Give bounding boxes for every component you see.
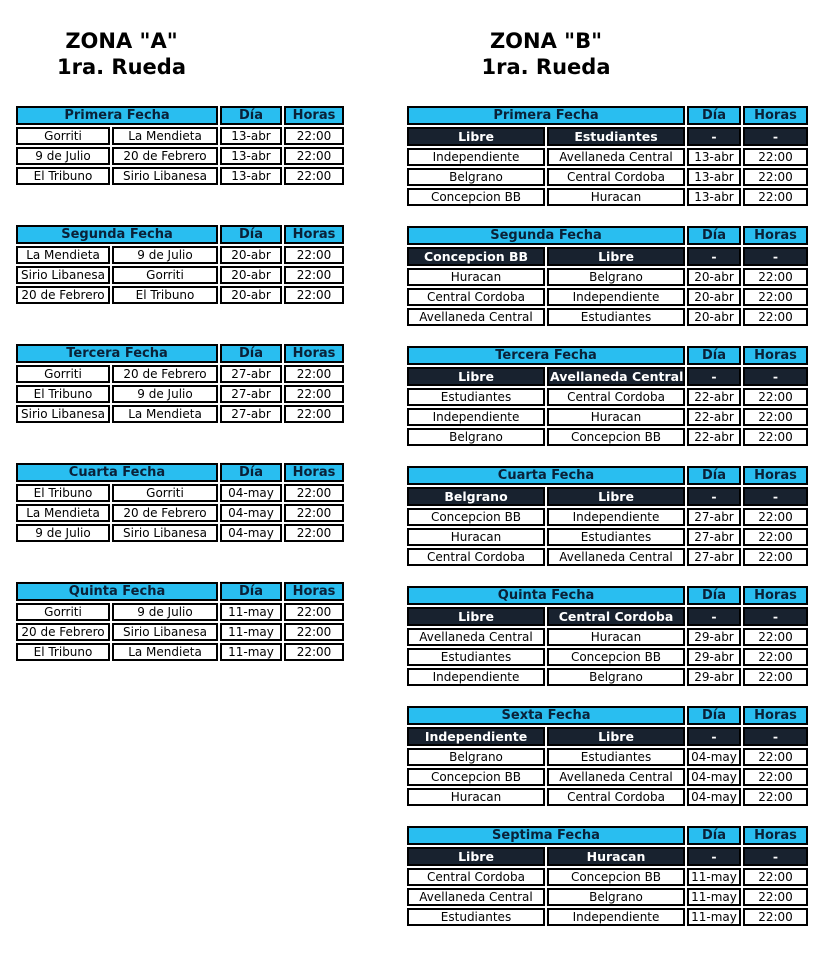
match-row <box>407 288 808 306</box>
home-team-cell: Avellaneda Central <box>407 308 545 326</box>
horas-header-cell: Horas <box>743 706 808 725</box>
home-team-cell: Gorriti <box>16 603 110 621</box>
match-row <box>407 428 808 446</box>
time-cell: 22:00 <box>284 167 344 185</box>
day-cell: 29-abr <box>687 628 741 646</box>
day-cell: 29-abr <box>687 668 741 686</box>
away-team-cell: Avellaneda Central <box>547 148 685 166</box>
day-cell: - <box>687 247 741 266</box>
time-cell: 22:00 <box>743 768 808 786</box>
home-team-cell: Concepcion BB <box>407 508 545 526</box>
day-cell: 04-may <box>687 768 741 786</box>
horas-header-cell: Horas <box>284 344 344 363</box>
day-cell: - <box>687 367 741 386</box>
day-cell: 27-abr <box>687 548 741 566</box>
home-team-cell: Gorriti <box>16 127 110 145</box>
match-row <box>407 788 808 806</box>
home-team-cell: Avellaneda Central <box>407 628 545 646</box>
day-cell: 27-abr <box>220 365 282 383</box>
away-team-cell: Gorriti <box>112 266 218 284</box>
time-cell: - <box>743 607 808 626</box>
day-cell: 13-abr <box>687 188 741 206</box>
home-team-cell: Estudiantes <box>407 388 545 406</box>
time-cell: 22:00 <box>284 266 344 284</box>
home-team-cell: Sirio Libanesa <box>16 266 110 284</box>
time-cell: 22:00 <box>284 524 344 542</box>
fecha-title-cell: Quinta Fecha <box>16 582 218 601</box>
match-row <box>16 603 344 621</box>
time-cell: 22:00 <box>284 623 344 641</box>
match-row <box>16 147 344 165</box>
away-team-cell: Estudiantes <box>547 748 685 766</box>
match-row <box>407 548 808 566</box>
time-cell: 22:00 <box>743 268 808 286</box>
time-cell: - <box>743 487 808 506</box>
match-row <box>407 727 808 746</box>
time-cell: 22:00 <box>284 603 344 621</box>
time-cell: - <box>743 247 808 266</box>
day-cell: 04-may <box>220 524 282 542</box>
day-cell: 11-may <box>687 908 741 926</box>
match-row <box>407 847 808 866</box>
day-cell: 20-abr <box>687 268 741 286</box>
fecha-header-row <box>16 106 344 125</box>
home-team-cell: Independiente <box>407 148 545 166</box>
day-cell: 13-abr <box>687 148 741 166</box>
home-team-cell: Libre <box>407 127 545 146</box>
time-cell: 22:00 <box>743 648 808 666</box>
match-row <box>407 388 808 406</box>
day-cell: - <box>687 127 741 146</box>
away-team-cell: Independiente <box>547 288 685 306</box>
away-team-cell: Libre <box>547 727 685 746</box>
day-cell: - <box>687 607 741 626</box>
day-cell: 27-abr <box>687 528 741 546</box>
match-row <box>407 908 808 926</box>
time-cell: 22:00 <box>743 888 808 906</box>
time-cell: 22:00 <box>743 188 808 206</box>
horas-header-cell: Horas <box>743 226 808 245</box>
fixture-table <box>405 824 810 928</box>
day-cell: 04-may <box>220 504 282 522</box>
away-team-cell: 9 de Julio <box>112 246 218 264</box>
away-team-cell: 20 de Febrero <box>112 365 218 383</box>
match-row <box>16 286 344 304</box>
match-row <box>407 668 808 686</box>
away-team-cell: 9 de Julio <box>112 385 218 403</box>
fixture-table <box>405 464 810 568</box>
away-team-cell: La Mendieta <box>112 643 218 661</box>
match-row <box>16 246 344 264</box>
zone-a-tables <box>14 104 346 699</box>
time-cell: 22:00 <box>743 508 808 526</box>
time-cell: 22:00 <box>743 408 808 426</box>
time-cell: 22:00 <box>743 748 808 766</box>
dia-header-cell: Día <box>687 346 741 365</box>
fecha-title-cell: Sexta Fecha <box>407 706 685 725</box>
dia-header-cell: Día <box>687 106 741 125</box>
time-cell: 22:00 <box>284 246 344 264</box>
match-row <box>16 623 344 641</box>
fecha-header-row <box>407 346 808 365</box>
fixture-table <box>14 580 346 663</box>
away-team-cell: La Mendieta <box>112 405 218 423</box>
time-cell: 22:00 <box>284 643 344 661</box>
home-team-cell: Independiente <box>407 668 545 686</box>
dia-header-cell: Día <box>687 826 741 845</box>
home-team-cell: Belgrano <box>407 428 545 446</box>
zone-b-title-block <box>405 28 687 80</box>
away-team-cell: Independiente <box>547 508 685 526</box>
time-cell: 22:00 <box>284 484 344 502</box>
home-team-cell: Independiente <box>407 727 545 746</box>
day-cell: 27-abr <box>687 508 741 526</box>
day-cell: 27-abr <box>220 405 282 423</box>
fecha-header-row <box>16 225 344 244</box>
away-team-cell: Sirio Libanesa <box>112 167 218 185</box>
home-team-cell: El Tribuno <box>16 167 110 185</box>
away-team-cell: Huracan <box>547 628 685 646</box>
day-cell: 13-abr <box>220 167 282 185</box>
home-team-cell: Huracan <box>407 268 545 286</box>
fecha-title-cell: Segunda Fecha <box>16 225 218 244</box>
time-cell: 22:00 <box>284 127 344 145</box>
day-cell: 27-abr <box>220 385 282 403</box>
away-team-cell: Concepcion BB <box>547 648 685 666</box>
dia-header-cell: Día <box>687 586 741 605</box>
match-row <box>407 607 808 626</box>
time-cell: - <box>743 367 808 386</box>
day-cell: - <box>687 847 741 866</box>
day-cell: 20-abr <box>687 308 741 326</box>
away-team-cell: Concepcion BB <box>547 428 685 446</box>
away-team-cell: Gorriti <box>112 484 218 502</box>
day-cell: 20-abr <box>220 286 282 304</box>
home-team-cell: Central Cordoba <box>407 548 545 566</box>
time-cell: 22:00 <box>743 628 808 646</box>
day-cell: 04-may <box>220 484 282 502</box>
dia-header-cell: Día <box>687 706 741 725</box>
home-team-cell: Concepcion BB <box>407 768 545 786</box>
away-team-cell: Belgrano <box>547 268 685 286</box>
match-row <box>16 524 344 542</box>
day-cell: 13-abr <box>220 147 282 165</box>
time-cell: 22:00 <box>743 528 808 546</box>
time-cell: 22:00 <box>743 868 808 886</box>
match-row <box>407 268 808 286</box>
away-team-cell: Libre <box>547 247 685 266</box>
dia-header-cell: Día <box>220 463 282 482</box>
match-row <box>16 266 344 284</box>
home-team-cell: El Tribuno <box>16 643 110 661</box>
fixture-table <box>405 224 810 328</box>
fecha-header-row <box>16 463 344 482</box>
match-row <box>407 508 808 526</box>
match-row <box>407 487 808 506</box>
zone-subtitle: 1ra. Rueda <box>57 55 186 79</box>
day-cell: 11-may <box>220 603 282 621</box>
away-team-cell: Avellaneda Central <box>547 548 685 566</box>
match-row <box>16 167 344 185</box>
away-team-cell: Avellaneda Central <box>547 768 685 786</box>
dia-header-cell: Día <box>220 106 282 125</box>
home-team-cell: Estudiantes <box>407 908 545 926</box>
time-cell: 22:00 <box>284 147 344 165</box>
horas-header-cell: Horas <box>284 463 344 482</box>
match-row <box>407 188 808 206</box>
horas-header-cell: Horas <box>743 826 808 845</box>
match-row <box>16 484 344 502</box>
day-cell: 20-abr <box>220 266 282 284</box>
away-team-cell: Huracan <box>547 847 685 866</box>
time-cell: 22:00 <box>743 908 808 926</box>
horas-header-cell: Horas <box>743 586 808 605</box>
away-team-cell: Concepcion BB <box>547 868 685 886</box>
dia-header-cell: Día <box>220 225 282 244</box>
day-cell: 20-abr <box>687 288 741 306</box>
day-cell: 20-abr <box>220 246 282 264</box>
fecha-title-cell: Quinta Fecha <box>407 586 685 605</box>
away-team-cell: Central Cordoba <box>547 388 685 406</box>
dia-header-cell: Día <box>687 226 741 245</box>
home-team-cell: Estudiantes <box>407 648 545 666</box>
time-cell: 22:00 <box>284 286 344 304</box>
horas-header-cell: Horas <box>743 106 808 125</box>
home-team-cell: Independiente <box>407 408 545 426</box>
away-team-cell: 20 de Febrero <box>112 504 218 522</box>
fixture-table <box>405 704 810 808</box>
away-team-cell: Huracan <box>547 408 685 426</box>
time-cell: - <box>743 847 808 866</box>
fecha-header-row <box>407 706 808 725</box>
away-team-cell: Estudiantes <box>547 528 685 546</box>
away-team-cell: Sirio Libanesa <box>112 524 218 542</box>
home-team-cell: Huracan <box>407 788 545 806</box>
fecha-header-row <box>407 586 808 605</box>
match-row <box>16 504 344 522</box>
zone-b-tables <box>405 104 810 944</box>
time-cell: 22:00 <box>743 548 808 566</box>
fecha-header-row <box>407 466 808 485</box>
match-row <box>16 643 344 661</box>
zone-title: ZONA "B" <box>489 29 603 53</box>
time-cell: 22:00 <box>743 288 808 306</box>
day-cell: 11-may <box>220 643 282 661</box>
day-cell: 11-may <box>220 623 282 641</box>
fixture-table <box>14 223 346 306</box>
time-cell: 22:00 <box>284 365 344 383</box>
match-row <box>407 868 808 886</box>
time-cell: 22:00 <box>743 788 808 806</box>
fecha-header-row <box>16 344 344 363</box>
fecha-title-cell: Primera Fecha <box>16 106 218 125</box>
away-team-cell: Central Cordoba <box>547 168 685 186</box>
day-cell: 22-abr <box>687 408 741 426</box>
fecha-title-cell: Segunda Fecha <box>407 226 685 245</box>
away-team-cell: El Tribuno <box>112 286 218 304</box>
away-team-cell: Estudiantes <box>547 127 685 146</box>
fecha-header-row <box>407 106 808 125</box>
home-team-cell: Huracan <box>407 528 545 546</box>
fecha-title-cell: Cuarta Fecha <box>407 466 685 485</box>
match-row <box>407 367 808 386</box>
match-row <box>16 365 344 383</box>
away-team-cell: 20 de Febrero <box>112 147 218 165</box>
match-row <box>16 405 344 423</box>
home-team-cell: Avellaneda Central <box>407 888 545 906</box>
day-cell: 22-abr <box>687 388 741 406</box>
day-cell: 11-may <box>687 868 741 886</box>
dia-header-cell: Día <box>220 344 282 363</box>
time-cell: 22:00 <box>743 388 808 406</box>
home-team-cell: La Mendieta <box>16 246 110 264</box>
match-row <box>407 648 808 666</box>
away-team-cell: Huracan <box>547 188 685 206</box>
horas-header-cell: Horas <box>743 466 808 485</box>
away-team-cell: Independiente <box>547 908 685 926</box>
day-cell: - <box>687 727 741 746</box>
time-cell: - <box>743 127 808 146</box>
time-cell: 22:00 <box>743 668 808 686</box>
away-team-cell: Estudiantes <box>547 308 685 326</box>
home-team-cell: 20 de Febrero <box>16 623 110 641</box>
time-cell: 22:00 <box>284 504 344 522</box>
home-team-cell: Libre <box>407 607 545 626</box>
match-row <box>16 127 344 145</box>
time-cell: 22:00 <box>743 168 808 186</box>
home-team-cell: La Mendieta <box>16 504 110 522</box>
home-team-cell: Belgrano <box>407 168 545 186</box>
fecha-header-row <box>407 226 808 245</box>
fecha-header-row <box>407 826 808 845</box>
match-row <box>407 528 808 546</box>
fixture-table <box>14 342 346 425</box>
home-team-cell: Concepcion BB <box>407 247 545 266</box>
away-team-cell: Central Cordoba <box>547 788 685 806</box>
time-cell: 22:00 <box>284 405 344 423</box>
match-row <box>407 768 808 786</box>
fecha-title-cell: Tercera Fecha <box>16 344 218 363</box>
away-team-cell: La Mendieta <box>112 127 218 145</box>
match-row <box>407 168 808 186</box>
home-team-cell: 20 de Febrero <box>16 286 110 304</box>
match-row <box>407 748 808 766</box>
day-cell: 29-abr <box>687 648 741 666</box>
match-row <box>407 628 808 646</box>
fixture-table <box>405 104 810 208</box>
away-team-cell: Avellaneda Central <box>547 367 685 386</box>
fixture-table <box>405 584 810 688</box>
day-cell: - <box>687 487 741 506</box>
home-team-cell: Libre <box>407 367 545 386</box>
dia-header-cell: Día <box>220 582 282 601</box>
day-cell: 04-may <box>687 788 741 806</box>
home-team-cell: 9 de Julio <box>16 524 110 542</box>
horas-header-cell: Horas <box>284 106 344 125</box>
home-team-cell: 9 de Julio <box>16 147 110 165</box>
match-row <box>407 127 808 146</box>
away-team-cell: Central Cordoba <box>547 607 685 626</box>
horas-header-cell: Horas <box>743 346 808 365</box>
fixture-table <box>405 344 810 448</box>
home-team-cell: El Tribuno <box>16 484 110 502</box>
home-team-cell: Central Cordoba <box>407 868 545 886</box>
home-team-cell: El Tribuno <box>16 385 110 403</box>
time-cell: 22:00 <box>743 428 808 446</box>
fixture-table <box>14 461 346 544</box>
day-cell: 13-abr <box>220 127 282 145</box>
away-team-cell: Belgrano <box>547 668 685 686</box>
day-cell: 13-abr <box>687 168 741 186</box>
home-team-cell: Gorriti <box>16 365 110 383</box>
match-row <box>407 247 808 266</box>
day-cell: 11-may <box>687 888 741 906</box>
away-team-cell: Belgrano <box>547 888 685 906</box>
fecha-title-cell: Septima Fecha <box>407 826 685 845</box>
fecha-title-cell: Tercera Fecha <box>407 346 685 365</box>
time-cell: 22:00 <box>743 308 808 326</box>
zone-subtitle: 1ra. Rueda <box>481 55 611 79</box>
fecha-title-cell: Cuarta Fecha <box>16 463 218 482</box>
time-cell: - <box>743 727 808 746</box>
time-cell: 22:00 <box>743 148 808 166</box>
away-team-cell: Sirio Libanesa <box>112 623 218 641</box>
home-team-cell: Sirio Libanesa <box>16 405 110 423</box>
fecha-title-cell: Primera Fecha <box>407 106 685 125</box>
home-team-cell: Libre <box>407 847 545 866</box>
horas-header-cell: Horas <box>284 225 344 244</box>
zone-a-title-block <box>14 28 229 80</box>
day-cell: 04-may <box>687 748 741 766</box>
home-team-cell: Belgrano <box>407 748 545 766</box>
match-row <box>407 888 808 906</box>
match-row <box>407 408 808 426</box>
home-team-cell: Central Cordoba <box>407 288 545 306</box>
dia-header-cell: Día <box>687 466 741 485</box>
zone-title: ZONA "A" <box>65 29 178 53</box>
away-team-cell: Libre <box>547 487 685 506</box>
horas-header-cell: Horas <box>284 582 344 601</box>
match-row <box>407 308 808 326</box>
time-cell: 22:00 <box>284 385 344 403</box>
match-row <box>16 385 344 403</box>
away-team-cell: 9 de Julio <box>112 603 218 621</box>
day-cell: 22-abr <box>687 428 741 446</box>
fixture-table <box>14 104 346 187</box>
home-team-cell: Belgrano <box>407 487 545 506</box>
home-team-cell: Concepcion BB <box>407 188 545 206</box>
fecha-header-row <box>16 582 344 601</box>
match-row <box>407 148 808 166</box>
